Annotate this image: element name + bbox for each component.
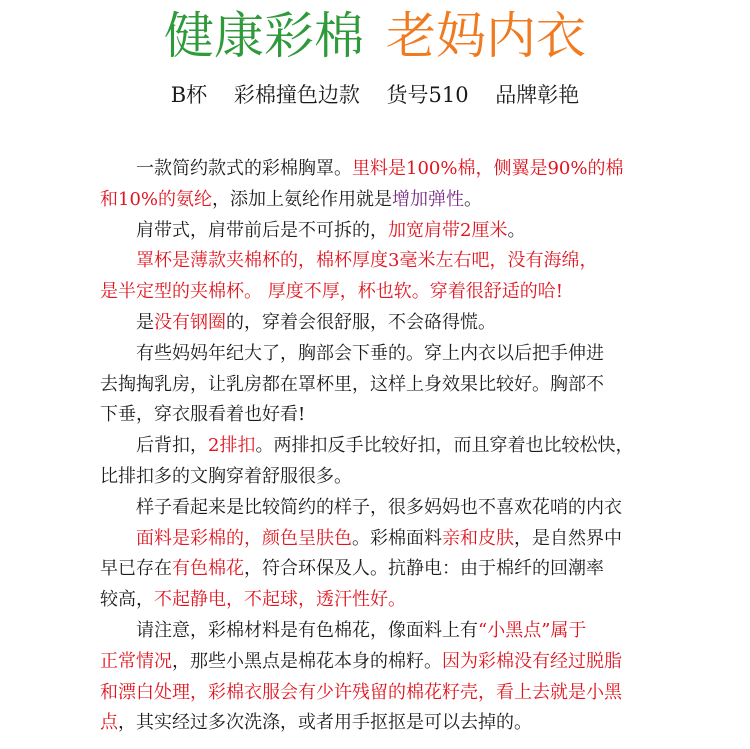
desc-line-5 [100, 277, 740, 308]
desc-line-3 [100, 216, 740, 247]
desc-text: 。 [464, 188, 483, 210]
desc-highlight: 没有钢圈 [154, 311, 226, 333]
desc-text: 较高， [100, 589, 154, 611]
desc-line-17 [100, 647, 740, 678]
desc-text: 比排扣多的文胸穿着舒服很多。 [100, 465, 352, 487]
desc-text: 早已存在 [100, 558, 172, 580]
desc-line-19 [100, 708, 740, 739]
desc-line-2 [100, 185, 740, 216]
desc-line-18 [100, 678, 740, 709]
desc-text: 。 [507, 219, 526, 241]
desc-line-9 [100, 400, 740, 431]
desc-text: 肩带式，肩带前后是不可拆的， [136, 219, 388, 241]
title-health-colored-cotton: 健康彩棉 [164, 7, 364, 65]
desc-line-7 [100, 339, 740, 370]
desc-text: ，添加上氨纶作用就是 [212, 188, 393, 210]
desc-highlight: 里料是100%棉，侧翼是90%的棉 [352, 158, 624, 179]
desc-highlight: 亲和皮肤 [442, 527, 514, 549]
desc-highlight: 是半定型的夹棉杯。 厚度不厚，杯也软。穿着很舒适的哈! [100, 281, 563, 303]
desc-highlight: 面料是彩棉的，颜色呈肤色 [136, 527, 352, 549]
desc-line-10 [100, 431, 740, 462]
desc-line-15 [100, 585, 740, 616]
subtitle-brand: 品牌彰艳 [495, 83, 580, 107]
desc-highlight: 点 [100, 712, 118, 734]
product-subtitle [0, 80, 750, 110]
desc-text: ，其实经过多次洗涤，或者用手抠抠是可以去掉的。 [118, 712, 532, 734]
desc-highlight: 加宽肩带2厘米 [388, 219, 508, 241]
desc-line-11 [100, 462, 740, 493]
desc-text: 后背扣， [136, 435, 208, 457]
subtitle-cup: B杯 [170, 83, 208, 107]
desc-line-16 [100, 616, 740, 647]
desc-text: 一款简约款式的彩棉胸罩。 [136, 158, 352, 179]
desc-text: 去掏掏乳房，让乳房都在罩杯里，这样上身效果比较好。胸部不 [100, 373, 604, 395]
desc-highlight: 和10%的氨纶 [100, 188, 213, 210]
desc-highlight: 有色棉花 [172, 558, 244, 580]
desc-highlight-purple: 增加弹性 [392, 188, 465, 210]
desc-highlight: 正常情况 [100, 650, 172, 672]
desc-text: 的，穿着会很舒服，不会硌得慌。 [226, 311, 496, 333]
subtitle-style: 彩棉撞色边款 [233, 83, 360, 107]
desc-line-4 [100, 246, 740, 277]
desc-text: 是 [136, 311, 154, 333]
desc-highlight: “小黑点”属于 [478, 619, 587, 641]
desc-line-12 [100, 493, 740, 524]
title-mom-underwear: 老妈内衣 [386, 7, 586, 65]
desc-text: 下垂，穿衣服看着也好看! [100, 404, 306, 426]
desc-text: 。彩棉面料 [352, 527, 442, 549]
desc-text: 有些妈妈年纪大了，胸部会下垂的。穿上内衣以后把手伸进 [136, 342, 604, 364]
page-title [0, 4, 750, 68]
desc-line-13 [100, 524, 740, 555]
desc-text: 。两排扣反手比较好扣，而且穿着也比较松快， [255, 435, 634, 457]
desc-text: ，那些小黑点是棉花本身的棉籽。 [172, 650, 442, 672]
desc-text: ，符合环保及人。抗静电：由于棉纤的回潮率 [244, 558, 604, 580]
desc-highlight: 罩杯是薄款夹棉杯的，棉杯厚度3毫米左右吧，没有海绵， [136, 250, 598, 272]
desc-line-6 [100, 308, 740, 339]
desc-highlight: 不起静电，不起球，透汗性好。 [154, 589, 406, 611]
desc-text: 请注意，彩棉材料是有色棉花，像面料上有 [136, 619, 478, 641]
desc-text: 样子看起来是比较简约的样子，很多妈妈也不喜欢花哨的内衣 [136, 496, 622, 518]
product-description [100, 154, 740, 739]
subtitle-item-number: 货号510 [386, 83, 469, 107]
desc-highlight: 因为彩棉没有经过脱脂 [442, 650, 622, 672]
desc-highlight: 2排扣 [208, 435, 256, 457]
desc-highlight: 和漂白处理，彩棉衣服会有少许残留的棉花籽壳，看上去就是小黑 [100, 681, 622, 703]
desc-line-1 [100, 154, 740, 185]
desc-text: ，是自然界中 [514, 527, 622, 549]
desc-line-8 [100, 370, 740, 401]
desc-line-14 [100, 554, 740, 585]
